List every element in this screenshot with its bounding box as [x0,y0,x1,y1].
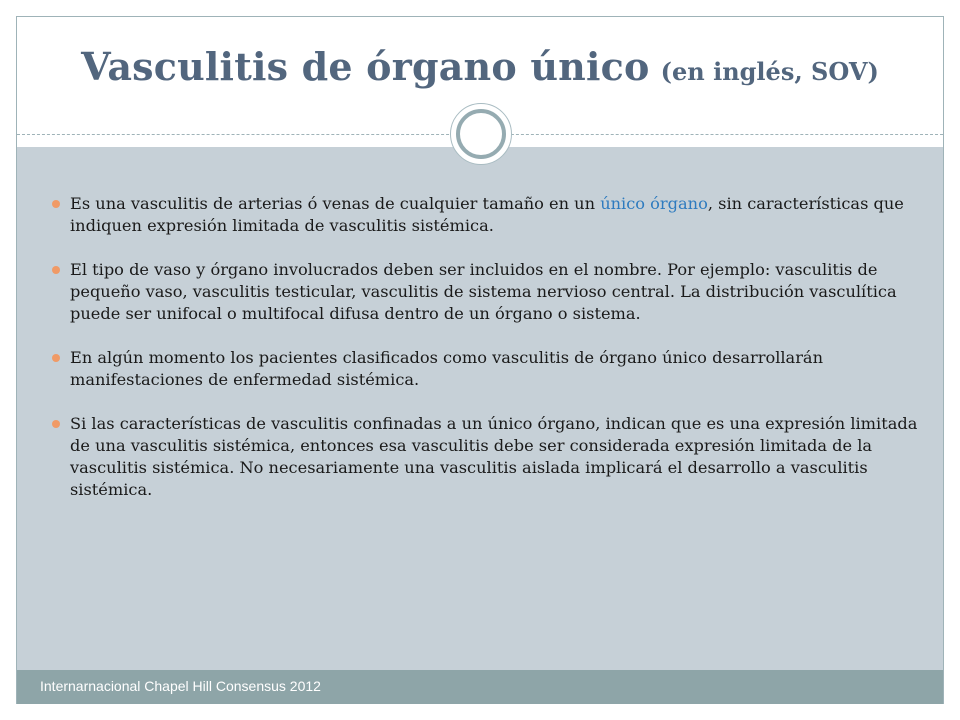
bullet-item [52,259,922,325]
bullet-text-pre: Es una vasculitis de arterias ó venas de cualquier tamaño en un [70,194,601,213]
bullet-dot-icon [52,354,60,362]
bullet-text: En algún momento los pacientes clasificados como vasculitis de órgano único desarrollarán manifestaciones de enfermedad sistémica. [70,348,824,389]
bullet-text: El tipo de vaso y órgano involucrados deben ser incluidos en el nombre. Por ejemplo: vasculitis de pequeño vaso, vasculitis testicular, vasculitis de sistema nervioso central. La distribución vasculítica puede ser unifocal o multifocal difusa dentro de un órgano o sistema. [70,260,897,323]
bullet-item [52,193,922,237]
bullet-highlight: único órgano [600,194,708,213]
footer-text: Internarnacional Chapel Hill Consensus 2012 [40,678,321,694]
bullet-dot-icon [52,420,60,428]
bullet-list [52,193,922,523]
circle-ornament-ring [456,109,506,159]
bullet-item [52,413,922,501]
slide-title [0,44,960,89]
title-main: Vasculitis de órgano único [81,44,650,89]
title-subtitle: (en inglés, SOV) [660,57,879,86]
bullet-text: Si las características de vasculitis confinadas a un único órgano, indican que es una expresión limitada de una vasculitis sistémica, entonces esa vasculitis debe ser considerada expresión limitada de la vasculitis sistémica. No necesariamente una vasculitis aislada implicará el desarrollo a vasculitis sistémica. [70,414,918,499]
bullet-dot-icon [52,200,60,208]
bullet-item [52,347,922,391]
bullet-dot-icon [52,266,60,274]
bullet-text-post: , sin características que indiquen expresión limitada de vasculitis sistémica. [70,194,904,235]
